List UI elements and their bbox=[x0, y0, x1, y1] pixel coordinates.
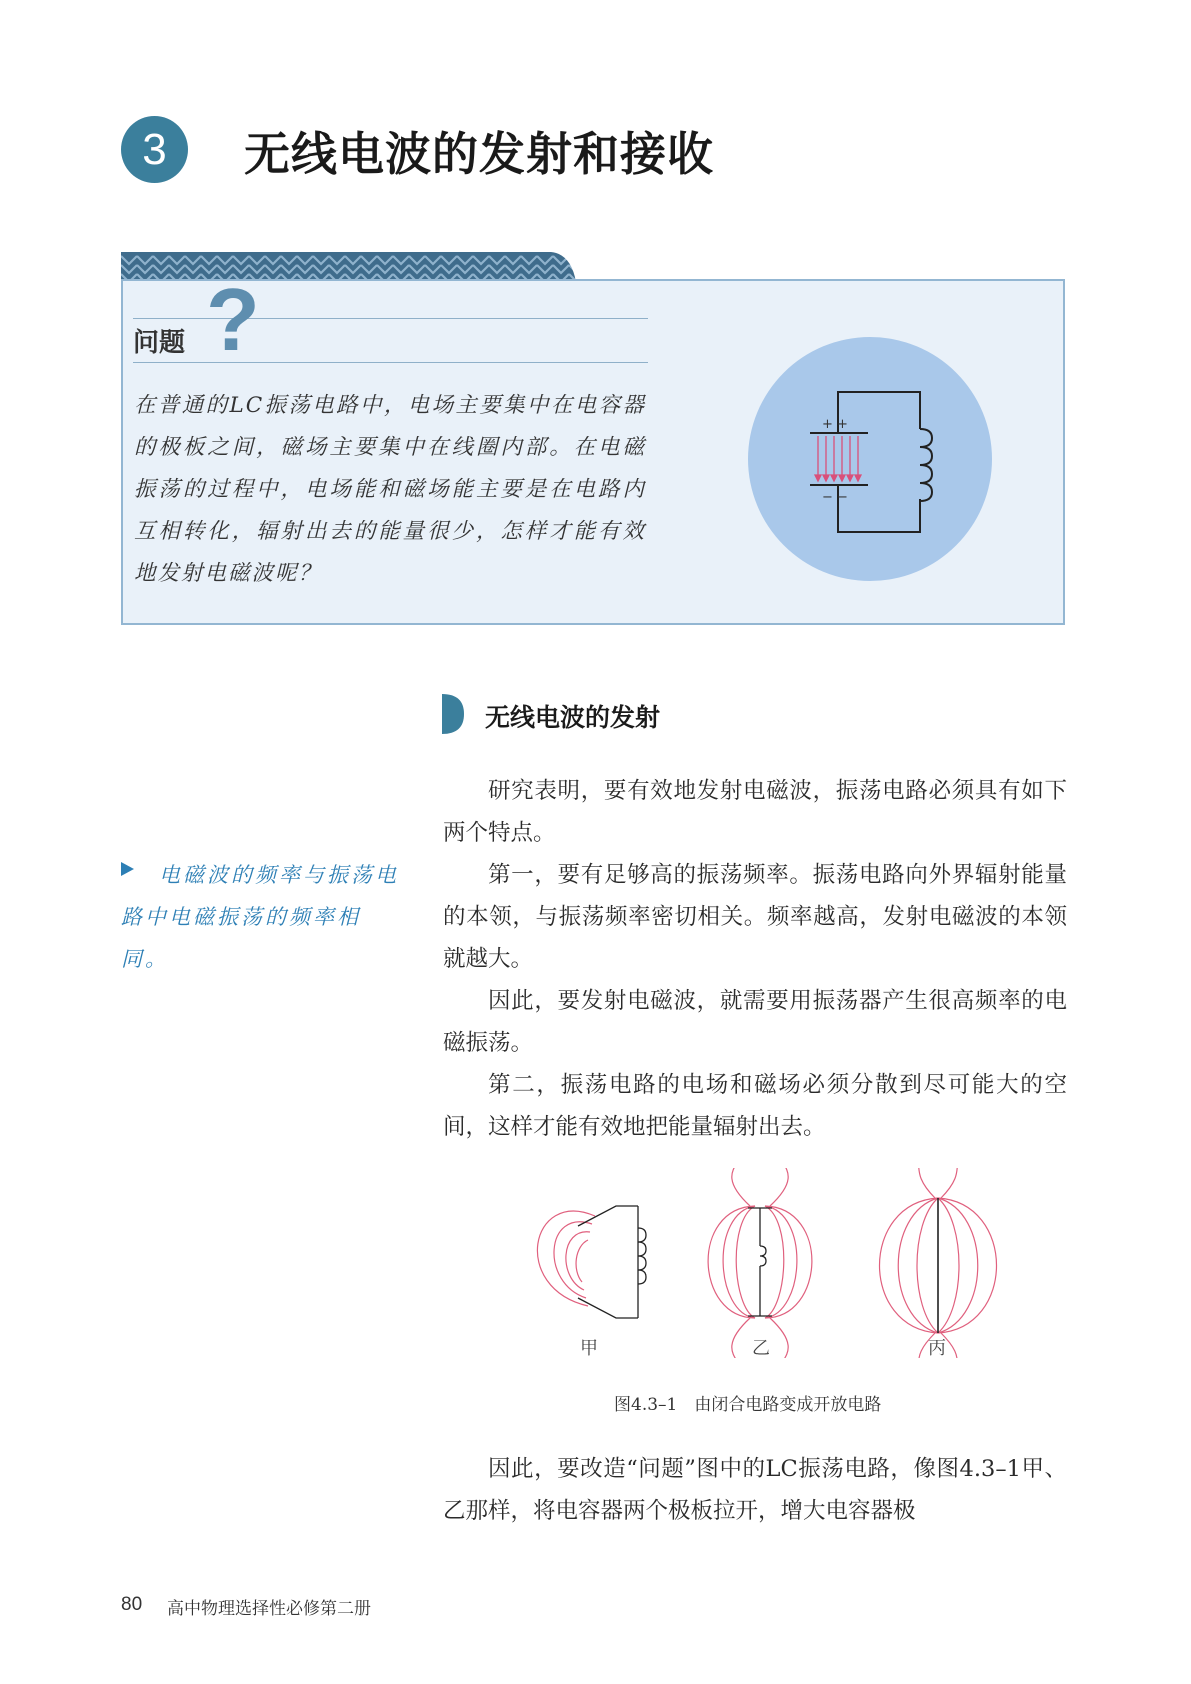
subheading: 无线电波的发射 bbox=[485, 703, 661, 732]
figure-label-yi: 乙 bbox=[752, 1338, 770, 1358]
side-note: 电磁波的频率与振荡电路中电磁振荡的频率相同。 bbox=[121, 863, 399, 971]
paragraph: 因此，要改造“问题”图中的LC振荡电路，像图4.3–1甲、乙那样，将电容器两个极板拉开，增大电容器极 bbox=[443, 1456, 1067, 1524]
paragraph: 第二，振荡电路的电场和磁场必须分散到尽可能大的空间，这样才能有效地把能量辐射出去。 bbox=[443, 1072, 1067, 1140]
question-label: 问题 bbox=[133, 328, 186, 358]
plus-signs: + + bbox=[822, 417, 848, 432]
body-text bbox=[443, 770, 1067, 1148]
book-title: 高中物理选择性必修第二册 bbox=[167, 1599, 371, 1619]
figure-label-jia: 甲 bbox=[580, 1338, 598, 1358]
section-title: 无线电波的发射和接收 bbox=[244, 127, 714, 181]
question-mark-icon: ? bbox=[206, 270, 260, 369]
page-number: 80 bbox=[121, 1594, 143, 1615]
body-text-after-figure bbox=[443, 1448, 1067, 1532]
question-box-tab bbox=[121, 252, 576, 282]
paragraph: 第一，要有足够高的振荡频率。振荡电路向外界辐射能量的本领，与振荡频率密切相关。频率越高，发射电磁波的本领就越大。 bbox=[443, 862, 1067, 972]
minus-signs: − − bbox=[822, 490, 848, 505]
paragraph: 研究表明，要有效地发射电磁波，振荡电路必须具有如下两个特点。 bbox=[443, 778, 1067, 846]
question-text: 在普通的LC振荡电路中，电场主要集中在电容器的极板之间，磁场主要集中在线圈内部。在电磁振荡的过程中，电场能和磁场能主要是在电路内互相转化，辐射出去的能量很少，怎样才能有效地发射电磁波呢？ bbox=[134, 393, 646, 586]
subheading-marker-icon bbox=[442, 694, 464, 734]
figure-label-bing: 丙 bbox=[928, 1338, 946, 1358]
lc-circuit-diagram bbox=[748, 337, 992, 581]
figure-open-circuit bbox=[520, 1168, 1000, 1358]
section-number-badge: 3 bbox=[121, 116, 188, 183]
paragraph: 因此，要发射电磁波，就需要用振荡器产生很高频率的电磁振荡。 bbox=[443, 988, 1067, 1056]
figure-caption: 图4.3–1 由闭合电路变成开放电路 bbox=[614, 1395, 882, 1415]
